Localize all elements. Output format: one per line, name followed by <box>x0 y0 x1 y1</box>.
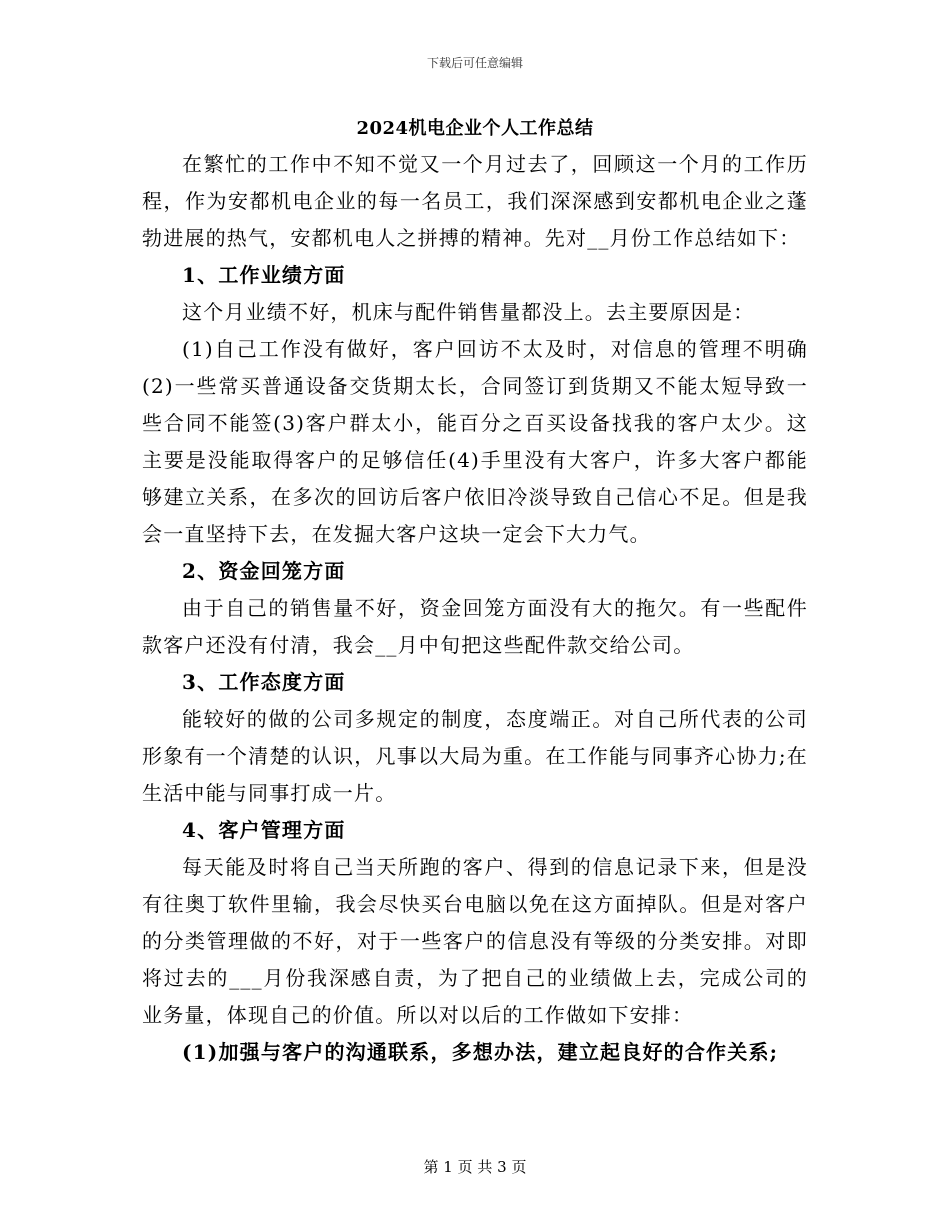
plan-item-1: (1)加强与客户的沟通联系，多想办法，建立起良好的合作关系; <box>182 1040 779 1064</box>
performance-reasons-paragraph: (1)自己工作没有做好，客户回访不太及时，对信息的管理不明确(2)一些常买普通设备交货期太长，合同签订到货期又不能太短导致一些合同不能签(3)客户群太小，能百分之百买设备找我的客户太少。这主要是没能取得客户的足够信任(4)手里没有大客户，许多大客户都能够建立关系，在多次的回访后客户依旧冷淡导致自己信心不足。但是我会一直坚持下去，在发掘大客户这块一定会下大力气。 <box>142 337 808 546</box>
page-footer: 第 1 页 共 3 页 <box>423 1158 527 1176</box>
section-heading-performance: 1、工作业绩方面 <box>182 263 346 287</box>
intro-paragraph: 在繁忙的工作中不知不觉又一个月过去了，回顾这一个月的工作历程，作为安都机电企业的每一名员工，我们深深感到安都机电企业之蓬勃进展的热气，安都机电人之拼搏的精神。先对__月份工作总结如下： <box>142 152 808 250</box>
document-body <box>142 146 808 1071</box>
customer-paragraph: 每天能及时将自己当天所跑的客户、得到的信息记录下来，但是没有往奥丁软件里输，我会尽快买台电脑以免在这方面掉队。但是对客户的分类管理做的不好，对于一些客户的信息没有等级的分类安排。对即将过去的___月份我深感自责，为了把自己的业绩做上去，完成公司的业务量，体现自己的价值。所以对以后的工作做如下安排： <box>142 855 808 1027</box>
attitude-paragraph: 能较好的做的公司多规定的制度，态度端正。对自己所代表的公司形象有一个清楚的认识，凡事以大局为重。在工作能与同事齐心协力;在生活中能与同事打成一片。 <box>142 707 808 805</box>
section-heading-attitude: 3、工作态度方面 <box>182 670 346 694</box>
section-heading-funds: 2、资金回笼方面 <box>182 559 346 583</box>
section-heading-customer: 4、客户管理方面 <box>182 818 346 842</box>
header-note: 下载后可任意编辑 <box>426 56 523 70</box>
funds-paragraph: 由于自己的销售量不好，资金回笼方面没有大的拖欠。有一些配件款客户还没有付清，我会__月中旬把这些配件款交给公司。 <box>142 596 808 657</box>
performance-paragraph: 这个月业绩不好，机床与配件销售量都没上。去主要原因是： <box>182 300 755 324</box>
document-title: 2024机电企业个人工作总结 <box>356 118 594 139</box>
